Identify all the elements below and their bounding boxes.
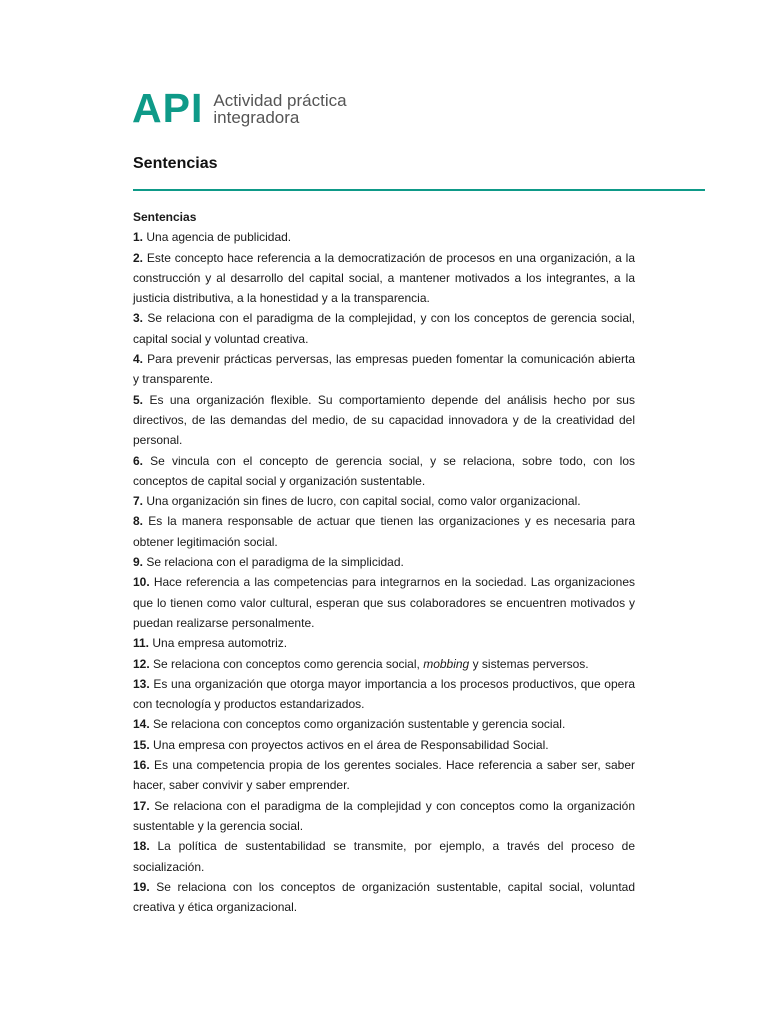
sentence-number: 13. [133,676,150,691]
sentence-item [133,674,635,715]
sentences-content [133,207,635,917]
title-divider [133,189,705,191]
sentence-item [133,552,635,572]
sentence-text: Es la manera responsable de actuar que tienen las organizaciones y es necesaria para obtener legitimación social. [133,514,635,549]
sentence-text: Se relaciona con el paradigma de la complejidad, y con los conceptos de gerencia social, capital social y voluntad creativa. [133,311,635,346]
sentence-text: La política de sustentabilidad se transmite, por ejemplo, a través del proceso de socialización. [133,839,635,874]
sentence-text: Se relaciona con el paradigma de la simplicidad. [146,555,404,570]
sentence-item [133,308,635,349]
sentence-item [133,836,635,877]
sentence-item [133,796,635,837]
logo-text-line1: Actividad práctica [213,90,347,110]
sentence-text: Se relaciona con el paradigma de la complejidad y con conceptos como la organización sustentable y la gerencia social. [133,798,636,833]
sentence-number: 12. [133,656,150,671]
sentence-number: 9. [133,555,144,570]
sentence-item [133,877,635,918]
sentence-number: 17. [133,798,150,813]
sentence-number: 19. [133,879,150,894]
sentence-text: Una organización sin fines de lucro, con capital social, como valor organizacional. [146,494,581,509]
sentence-text: Se vincula con el concepto de gerencia social, y se relaciona, sobre todo, con los conceptos de capital social y organización sustentable. [133,453,635,488]
sentence-text: Se relaciona con conceptos como organización sustentable y gerencia social. [153,717,566,732]
sentence-item [133,390,635,451]
api-logo [132,85,347,131]
sentence-item [133,491,635,511]
sentence-text: Es una organización flexible. Su comportamiento depende del análisis hecho por sus directivos, de las demandas del medio, de su capacidad innovadora y de la creatividad del personal. [133,392,635,448]
sentence-number: 8. [133,514,144,529]
sentence-number: 18. [133,839,150,854]
sentence-number: 14. [133,717,150,732]
sentence-number: 11. [133,636,150,651]
sentence-text: Es una competencia propia de los gerentes sociales. Hace referencia a saber ser, saber hacer, saber convivir y saber emprender. [133,758,636,793]
sentence-text: Hace referencia a las competencias para integrarnos en la sociedad. Las organizaciones que lo tienen como valor cultural, esperan que sus colaboradores se encuentren motivados y puedan realizarse personalmente. [133,575,636,630]
sentence-number: 15. [133,737,150,752]
sentence-item [133,248,635,309]
sentence-text: Una empresa automotriz. [152,636,288,651]
sentence-text-italic: mobbing [423,656,470,671]
sentence-number: 10. [133,575,150,590]
sentence-number: 2. [133,250,144,265]
sentence-text: Una agencia de publicidad. [146,230,292,245]
sentence-item [133,451,635,492]
sentence-item [133,572,635,633]
sentence-number: 4. [133,352,144,367]
sentence-item [133,633,635,653]
sentence-text: Para prevenir prácticas perversas, las empresas pueden fomentar la comunicación abierta y transparente. [133,352,635,387]
sentence-item [133,349,635,390]
sentence-item [133,714,635,734]
sentence-item [133,227,635,247]
sentence-number: 16. [133,758,150,773]
sentence-text: Se relaciona con los conceptos de organización sustentable, capital social, voluntad creativa y ética organizacional. [133,879,636,915]
sentence-text: Es una organización que otorga mayor importancia a los procesos productivos, que opera con tecnología y productos estandarizados. [133,676,635,712]
sentence-number: 6. [133,453,144,468]
sentence-text: Este concepto hace referencia a la democratización de procesos en una organización, a la construcción y al desarrollo del capital social, a mantener motivados a los integrantes, a la justicia distributiva, a la honestidad y a la transparencia. [133,250,635,306]
sentence-item [133,654,635,674]
sentence-text-after: y sistemas perversos. [472,656,589,671]
logo-mark: API [132,85,204,131]
sentence-number: 1. [133,230,144,245]
sentence-text: Una empresa con proyectos activos en el área de Responsabilidad Social. [153,737,549,752]
logo-text [213,92,346,126]
sentence-number: 5. [133,392,144,407]
sentence-item [133,755,635,796]
sentence-number: 3. [133,311,144,326]
sentence-item [133,735,635,755]
sentence-number: 7. [133,494,144,509]
logo-text-line2: integradora [213,107,300,127]
sentence-item [133,511,635,552]
section-heading: Sentencias [133,210,197,224]
sentence-text-before: Se relaciona con conceptos como gerencia social, [153,656,420,671]
page-title: Sentencias [133,155,218,172]
